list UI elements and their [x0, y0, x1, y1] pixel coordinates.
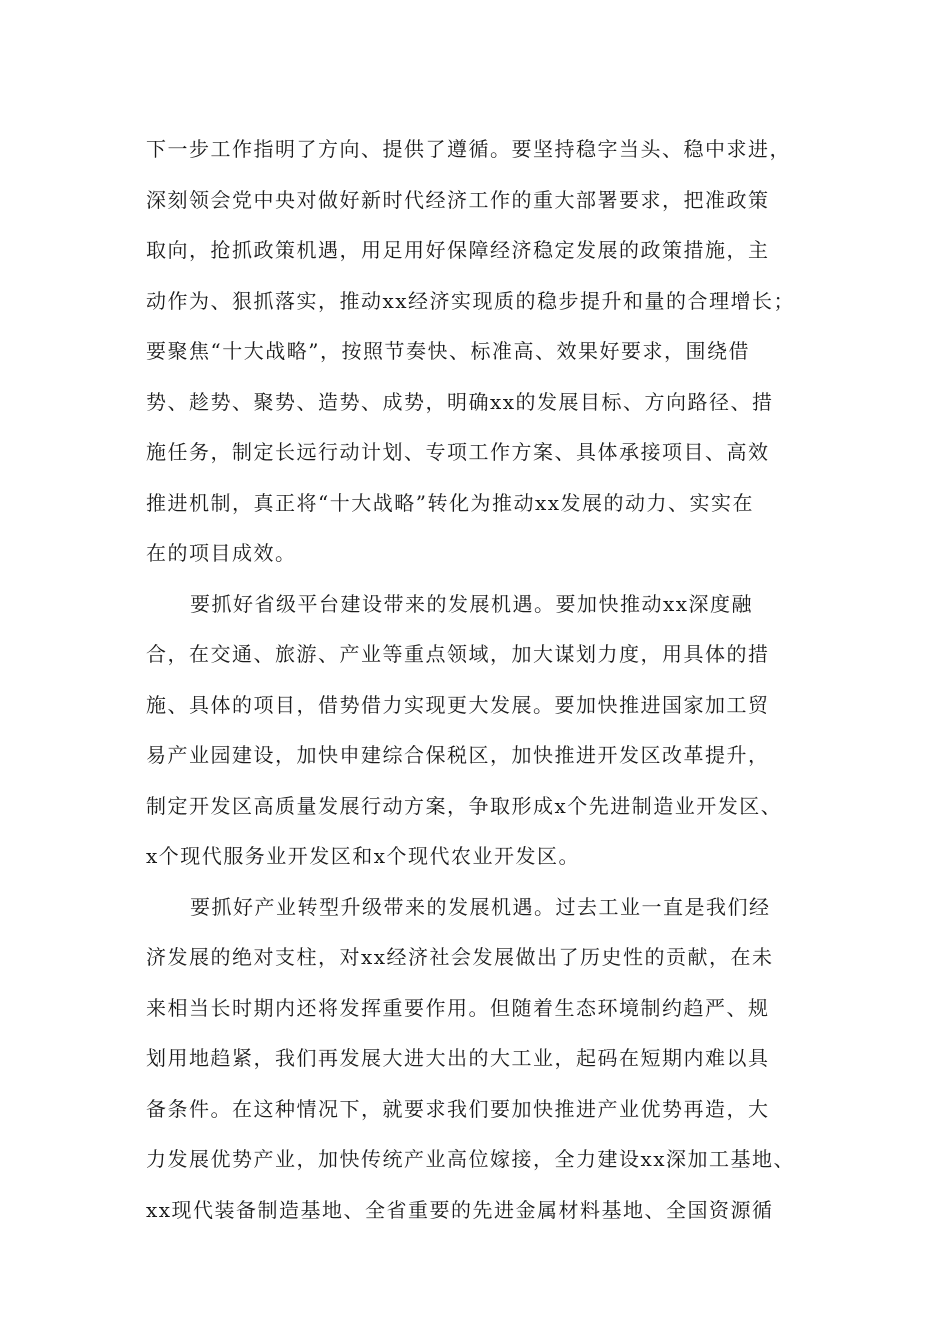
- text-line: 制定开发区高质量发展行动方案，争取形成x个先进制造业开发区、: [146, 793, 783, 818]
- text-line: 动作为、狠抓落实，推动xx经济实现质的稳步提升和量的合理增长；: [146, 288, 796, 313]
- text-line: 济发展的绝对支柱，对xx经济社会发展做出了历史性的贡献，在未: [146, 945, 774, 969]
- body-text: [146, 124, 826, 1235]
- text-line: 要聚焦“十大战略”，按照节奏快、标准高、效果好要求，围绕借: [146, 339, 750, 363]
- paragraph-first-line: 要抓好省级平台建设带来的发展机遇。要加快推动xx深度融: [190, 591, 754, 616]
- paragraph-first-line: 要抓好产业转型升级带来的发展机遇。过去工业一直是我们经: [190, 894, 771, 919]
- text-line: 深刻领会党中央对做好新时代经济工作的重大部署要求，把准政策: [146, 187, 770, 212]
- text-line: 力发展优势产业，加快传统产业高位嫁接，全力建设xx深加工基地、: [146, 1147, 796, 1171]
- text-line: 势、趁势、聚势、造势、成势，明确xx的发展目标、方向路径、措: [146, 389, 774, 414]
- text-line: 推进机制，真正将“十大战略”转化为推动xx发展的动力、实实在: [146, 490, 755, 515]
- text-line: 划用地趋紧，我们再发展大进大出的大工业，起码在短期内难以具: [146, 1046, 770, 1070]
- text-line: 在的项目成效。: [146, 541, 297, 565]
- text-line: x个现代服务业开发区和x个现代农业开发区。: [146, 844, 581, 868]
- text-line: 下一步工作指明了方向、提供了遵循。要坚持稳字当头、稳中求进，: [146, 137, 791, 161]
- text-line: 易产业园建设，加快申建综合保税区，加快推进开发区改革提升，: [146, 743, 770, 767]
- text-line: 来相当长时期内还将发挥重要作用。但随着生态环境制约趋严、规: [146, 995, 770, 1020]
- text-line: 施任务，制定长远行动计划、专项工作方案、具体承接项目、高效: [146, 440, 770, 464]
- text-line: xx现代装备制造基地、全省重要的先进金属材料基地、全国资源循: [146, 1197, 774, 1222]
- text-line: 施、具体的项目，借势借力实现更大发展。要加快推进国家加工贸: [146, 692, 770, 717]
- text-line: 备条件。在这种情况下，就要求我们要加快推进产业优势再造，大: [146, 1096, 770, 1121]
- text-line: 取向，抢抓政策机遇，用足用好保障经济稳定发展的政策措施，主: [146, 238, 770, 262]
- text-line: 合，在交通、旅游、产业等重点领域，加大谋划力度，用具体的措: [146, 642, 770, 666]
